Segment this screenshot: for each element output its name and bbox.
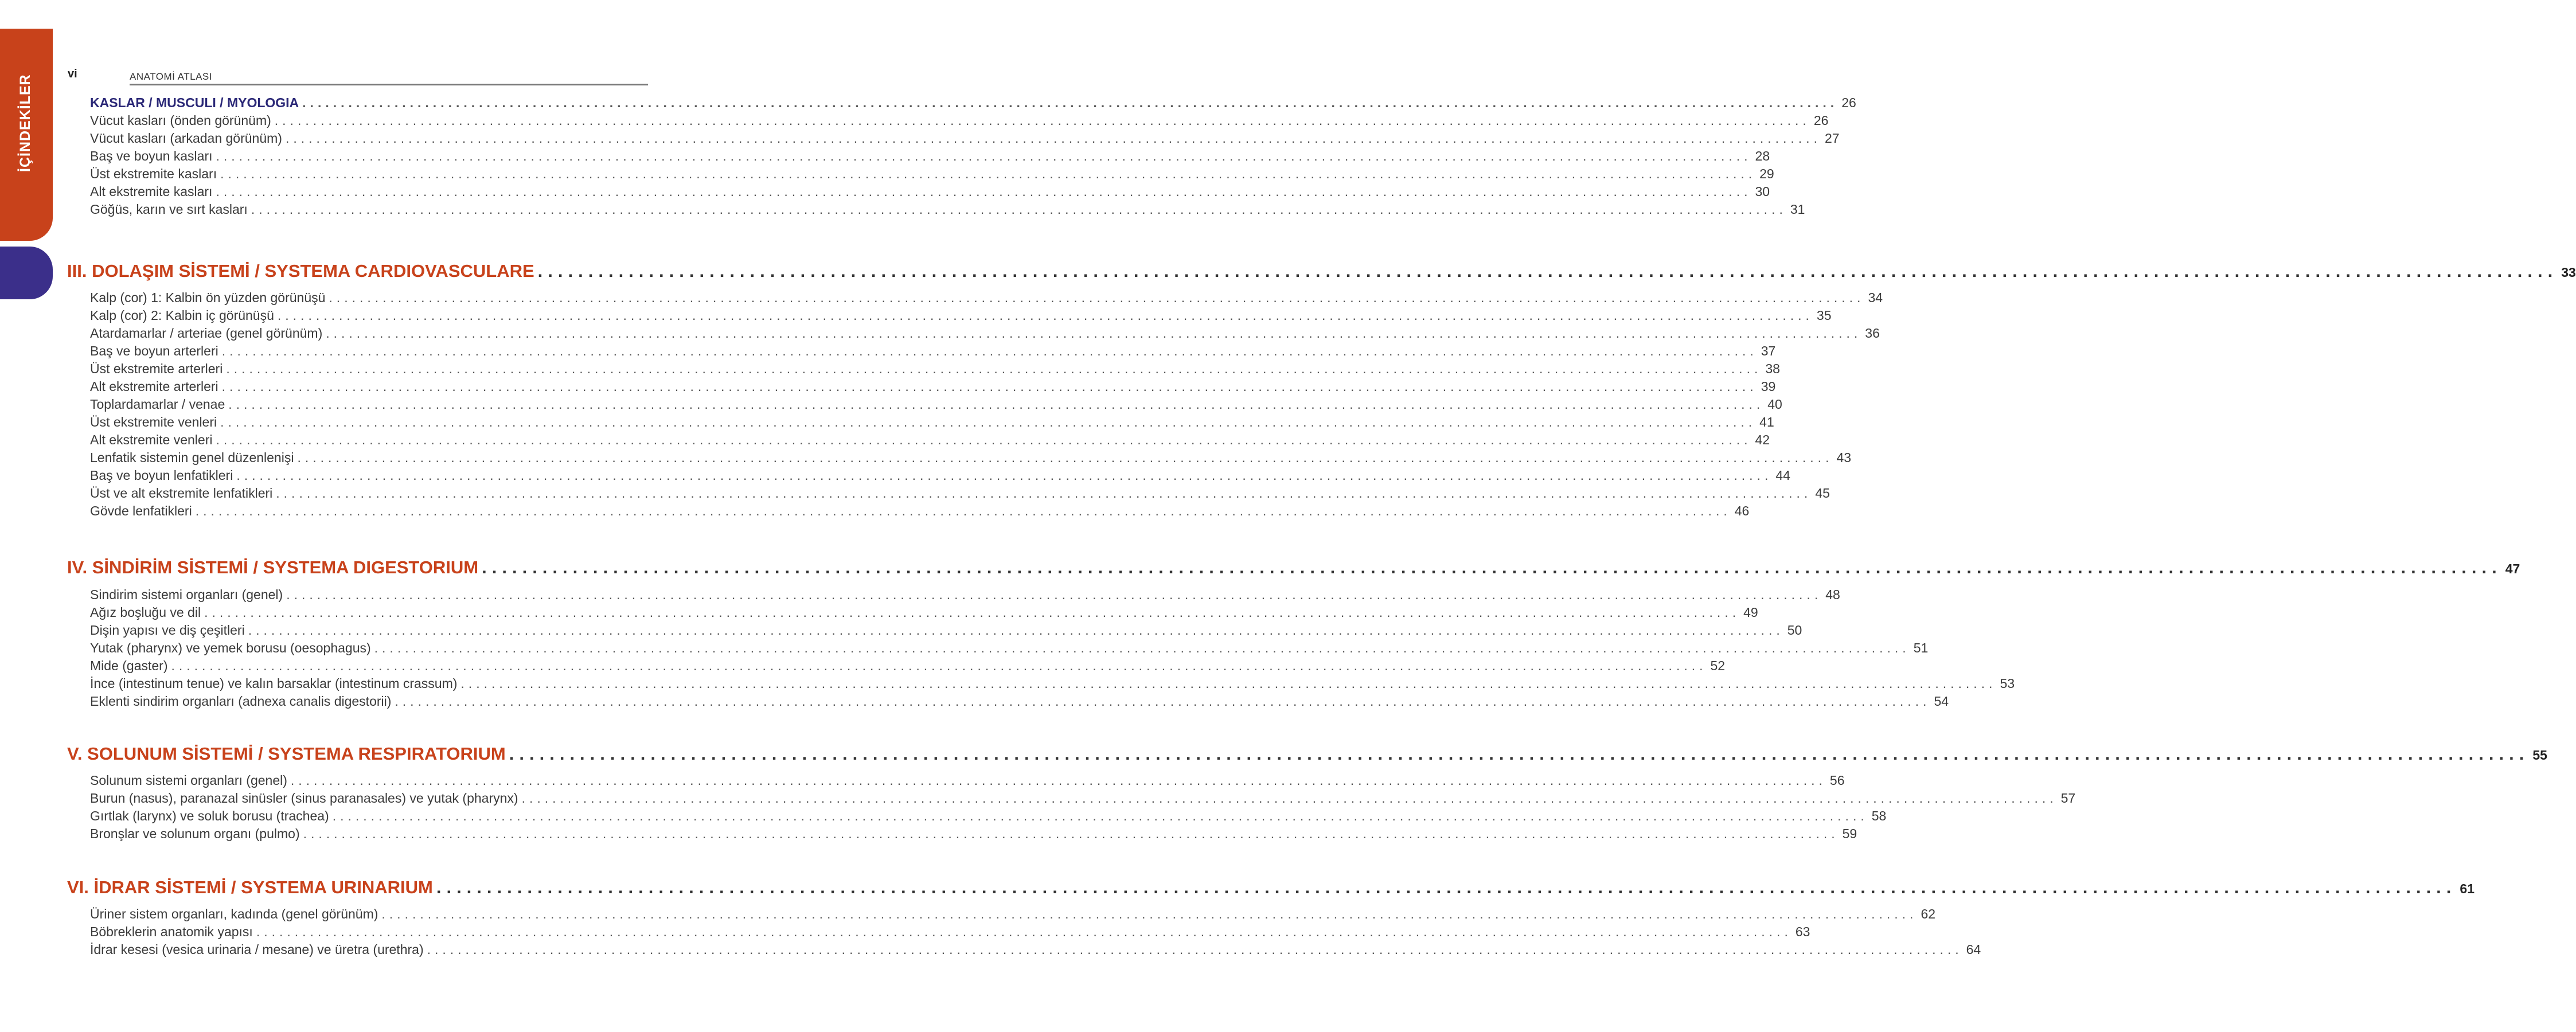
toc-title: III. DOLAŞIM SİSTEMİ / SYSTEMA CARDIOVASCULARE <box>67 261 534 281</box>
toc-section <box>67 877 2474 898</box>
toc-entry <box>90 623 1802 638</box>
toc-page-number: 55 <box>2532 748 2547 763</box>
toc-entry <box>90 415 1774 430</box>
toc-entry <box>90 113 1829 128</box>
page-number: vi <box>68 68 77 80</box>
side-tab-label: İÇİNDEKİLER <box>17 74 33 172</box>
toc-page-number: 48 <box>1825 587 1840 602</box>
toc-section <box>67 557 2520 578</box>
toc-title: Üriner sistem organları, kadında (genel görünüm) <box>90 906 378 921</box>
toc-entry <box>90 694 1949 709</box>
toc-title: Baş ve boyun lenfatikleri <box>90 468 233 483</box>
toc-page-number: 35 <box>1816 308 1832 323</box>
toc-title: Toplardamarlar / venae <box>90 397 225 412</box>
running-title: ANATOMİ ATLASI <box>130 71 212 82</box>
toc-title: Atardamarlar / arteriae (genel görünüm) <box>90 326 323 341</box>
toc-title: Böbreklerin anatomik yapısı <box>90 924 253 939</box>
toc-section <box>67 744 2547 764</box>
dot-leader: ........................................................................................................................................................................................................ <box>436 877 2457 897</box>
toc-title: Eklenti sindirim organları (adnexa canalis digestorii) <box>90 694 392 709</box>
toc-page-number: 42 <box>1755 432 1770 447</box>
toc-title: Gırtlak (larynx) ve soluk borusu (trachea) <box>90 808 329 823</box>
toc-page-number: 43 <box>1836 450 1852 465</box>
dot-leader: ........................................................................................................................................................................................................ <box>216 184 1752 199</box>
toc-entry <box>90 148 1770 164</box>
toc-page-number: 59 <box>1842 826 1857 841</box>
toc-entry <box>90 605 1758 620</box>
toc-entry <box>90 906 1936 922</box>
toc-title: Bronşlar ve solunum organı (pulmo) <box>90 826 300 841</box>
toc-title: Vücut kasları (önden görünüm) <box>90 113 271 128</box>
toc-title: Kalp (cor) 2: Kalbin iç görünüşü <box>90 308 274 323</box>
dot-leader: ........................................................................................................................................................................................................ <box>302 95 1839 110</box>
toc-page-number: 33 <box>2561 265 2576 280</box>
toc-title: Üst ekstremite kasları <box>90 166 217 181</box>
toc-title: Alt ekstremite arterleri <box>90 379 218 394</box>
toc-page-number: 40 <box>1767 397 1782 412</box>
dot-leader: ........................................................................................................................................................................................................ <box>256 924 1792 939</box>
side-tab-accent <box>0 247 53 299</box>
toc-title: Sindirim sistemi organları (genel) <box>90 587 283 602</box>
toc-title: VI. İDRAR SİSTEMİ / SYSTEMA URINARIUM <box>67 877 433 897</box>
dot-leader: ........................................................................................................................................................................................................ <box>216 432 1752 447</box>
toc-page-number: 49 <box>1743 605 1758 620</box>
toc-page-number: 26 <box>1813 113 1829 128</box>
toc-title: Burun (nasus), paranazal sinüsler (sinus paranasales) ve yutak (pharynx) <box>90 791 518 806</box>
toc-entry <box>90 202 1805 217</box>
toc-title: Üst ve alt ekstremite lenfatikleri <box>90 486 273 501</box>
toc-page-number: 27 <box>1824 131 1840 146</box>
toc-entry <box>90 131 1840 146</box>
toc-title: İnce (intestinum tenue) ve kalın barsaklar (intestinum crassum) <box>90 676 458 691</box>
dot-leader: ........................................................................................................................................................................................................ <box>297 450 1833 465</box>
toc-entry <box>90 326 1880 341</box>
toc-entry <box>90 486 1830 501</box>
toc-page-number: 36 <box>1865 326 1880 341</box>
toc-title: Göğüs, karın ve sırt kasları <box>90 202 248 217</box>
toc-entry <box>90 658 1726 674</box>
toc-page-number: 58 <box>1871 808 1887 823</box>
toc-title: KASLAR / MUSCULI / MYOLOGIA <box>90 95 299 110</box>
toc-title: Solunum sistemi organları (genel) <box>90 773 287 788</box>
toc-title: Gövde lenfatikleri <box>90 503 192 518</box>
dot-leader: ........................................................................................................................................................................................................ <box>236 468 1773 483</box>
dot-leader: ........................................................................................................................................................................................................ <box>277 308 1813 323</box>
toc-title: Vücut kasları (arkadan görünüm) <box>90 131 282 146</box>
toc-entry <box>90 166 1774 182</box>
toc-entry <box>90 432 1770 448</box>
dot-leader: ........................................................................................................................................................................................................ <box>204 605 1740 620</box>
toc-page-number: 38 <box>1765 361 1780 376</box>
toc-entry <box>90 773 1845 788</box>
toc-page-number: 44 <box>1775 468 1790 483</box>
toc-title: Üst ekstremite venleri <box>90 415 217 429</box>
toc-title: Alt ekstremite venleri <box>90 432 213 447</box>
toc-entry <box>90 924 1810 940</box>
toc-title: Mide (gaster) <box>90 658 168 673</box>
toc-title: Yutak (pharynx) ve yemek borusu (oesophagus) <box>90 640 371 655</box>
dot-leader: ........................................................................................................................................................................................................ <box>381 906 1918 921</box>
dot-leader: ........................................................................................................................................................................................................ <box>195 503 1731 518</box>
dot-leader: ........................................................................................................................................................................................................ <box>395 694 1931 709</box>
toc-page-number: 26 <box>1841 95 1856 110</box>
toc-entry <box>90 791 2076 806</box>
header-rule <box>130 84 648 85</box>
dot-leader: ........................................................................................................................................................................................................ <box>427 942 1963 957</box>
toc-page-number: 56 <box>1829 773 1845 788</box>
toc-entry <box>90 379 1776 394</box>
dot-leader: ........................................................................................................................................................................................................ <box>326 326 1862 341</box>
toc-title: Alt ekstremite kasları <box>90 184 213 199</box>
dot-leader: ........................................................................................................................................................................................................ <box>220 415 1757 429</box>
toc-entry <box>90 942 1981 957</box>
toc-entry <box>90 826 1857 842</box>
toc-title: Üst ekstremite arterleri <box>90 361 223 376</box>
dot-leader: ........................................................................................................................................................................................................ <box>290 773 1826 788</box>
dot-leader: ........................................................................................................................................................................................................ <box>286 587 1822 602</box>
toc-entry <box>90 676 2015 691</box>
toc-entry <box>90 808 1887 824</box>
toc-page-number: 28 <box>1755 148 1770 163</box>
toc-title: Ağız boşluğu ve dil <box>90 605 201 620</box>
toc-page-number: 41 <box>1759 415 1774 429</box>
toc-title: Baş ve boyun arterleri <box>90 343 218 358</box>
toc-page-number: 45 <box>1815 486 1830 501</box>
toc-page-number: 30 <box>1755 184 1770 199</box>
toc-entry <box>90 290 1883 306</box>
dot-leader: ........................................................................................................................................................................................................ <box>226 361 1762 376</box>
dot-leader: ........................................................................................................................................................................................................ <box>221 343 1758 358</box>
toc-page-number: 64 <box>1966 942 1981 957</box>
toc-page-number: 61 <box>2460 881 2474 896</box>
toc-page-number: 51 <box>1913 640 1929 655</box>
dot-leader: ........................................................................................................................................................................................................ <box>285 131 1821 146</box>
dot-leader: ........................................................................................................................................................................................................ <box>228 397 1765 412</box>
dot-leader: ........................................................................................................................................................................................................ <box>251 202 1787 217</box>
dot-leader: ........................................................................................................................................................................................................ <box>276 486 1812 501</box>
toc-entry <box>90 397 1782 412</box>
toc-page-number: 50 <box>1787 623 1802 638</box>
toc-entry <box>90 587 1840 603</box>
toc-page-number: 37 <box>1761 343 1776 358</box>
dot-leader: ........................................................................................................................................................................................................ <box>521 791 2058 806</box>
toc-page-number: 62 <box>1921 906 1936 921</box>
dot-leader: ........................................................................................................................................................................................................ <box>303 826 1839 841</box>
toc-entry <box>90 468 1790 483</box>
toc-page-number: 52 <box>1710 658 1726 673</box>
dot-leader: ........................................................................................................................................................................................................ <box>460 676 1997 691</box>
dot-leader: ........................................................................................................................................................................................................ <box>221 379 1758 394</box>
toc-section <box>67 261 2576 282</box>
dot-leader: ........................................................................................................................................................................................................ <box>171 658 1707 673</box>
toc-page-number: 53 <box>2000 676 2015 691</box>
toc-entry <box>90 308 1832 323</box>
toc-entry <box>90 361 1780 377</box>
toc-entry <box>90 640 1929 656</box>
toc-page-number: 34 <box>1868 290 1883 305</box>
dot-leader: ........................................................................................................................................................................................................ <box>220 166 1757 181</box>
dot-leader: ........................................................................................................................................................................................................ <box>332 808 1868 823</box>
toc-title: İdrar kesesi (vesica urinaria / mesane) ve üretra (urethra) <box>90 942 424 957</box>
dot-leader: ........................................................................................................................................................................................................ <box>374 640 1910 655</box>
dot-leader: ........................................................................................................................................................................................................ <box>274 113 1810 128</box>
toc-subsection <box>90 95 1856 111</box>
toc-title: Lenfatik sistemin genel düzenlenişi <box>90 450 294 465</box>
toc-title: Baş ve boyun kasları <box>90 148 213 163</box>
toc-entry <box>90 450 1852 466</box>
toc-page-number: 54 <box>1934 694 1949 709</box>
dot-leader: ........................................................................................................................................................................................................ <box>537 261 2558 281</box>
toc-title: IV. SİNDİRİM SİSTEMİ / SYSTEMA DIGESTORIUM <box>67 557 479 577</box>
toc-title: V. SOLUNUM SİSTEMİ / SYSTEMA RESPIRATORIUM <box>67 744 506 764</box>
dot-leader: ........................................................................................................................................................................................................ <box>482 557 2502 577</box>
toc-title: Kalp (cor) 1: Kalbin ön yüzden görünüşü <box>90 290 326 305</box>
toc-page-number: 63 <box>1795 924 1810 939</box>
toc-page-number: 39 <box>1761 379 1776 394</box>
toc-entry <box>90 503 1750 519</box>
toc-entry <box>90 184 1770 200</box>
dot-leader: ........................................................................................................................................................................................................ <box>509 744 2530 764</box>
toc-page-number: 29 <box>1759 166 1774 181</box>
toc-page-number: 31 <box>1790 202 1805 217</box>
toc-page-number: 47 <box>2505 561 2520 576</box>
toc-entry <box>90 343 1776 359</box>
dot-leader: ........................................................................................................................................................................................................ <box>248 623 1784 638</box>
toc-page-number: 46 <box>1734 503 1750 518</box>
toc-page-number: 57 <box>2060 791 2076 806</box>
toc-title: Dişin yapısı ve diş çeşitleri <box>90 623 245 638</box>
dot-leader: ........................................................................................................................................................................................................ <box>216 148 1752 163</box>
dot-leader: ........................................................................................................................................................................................................ <box>329 290 1865 305</box>
